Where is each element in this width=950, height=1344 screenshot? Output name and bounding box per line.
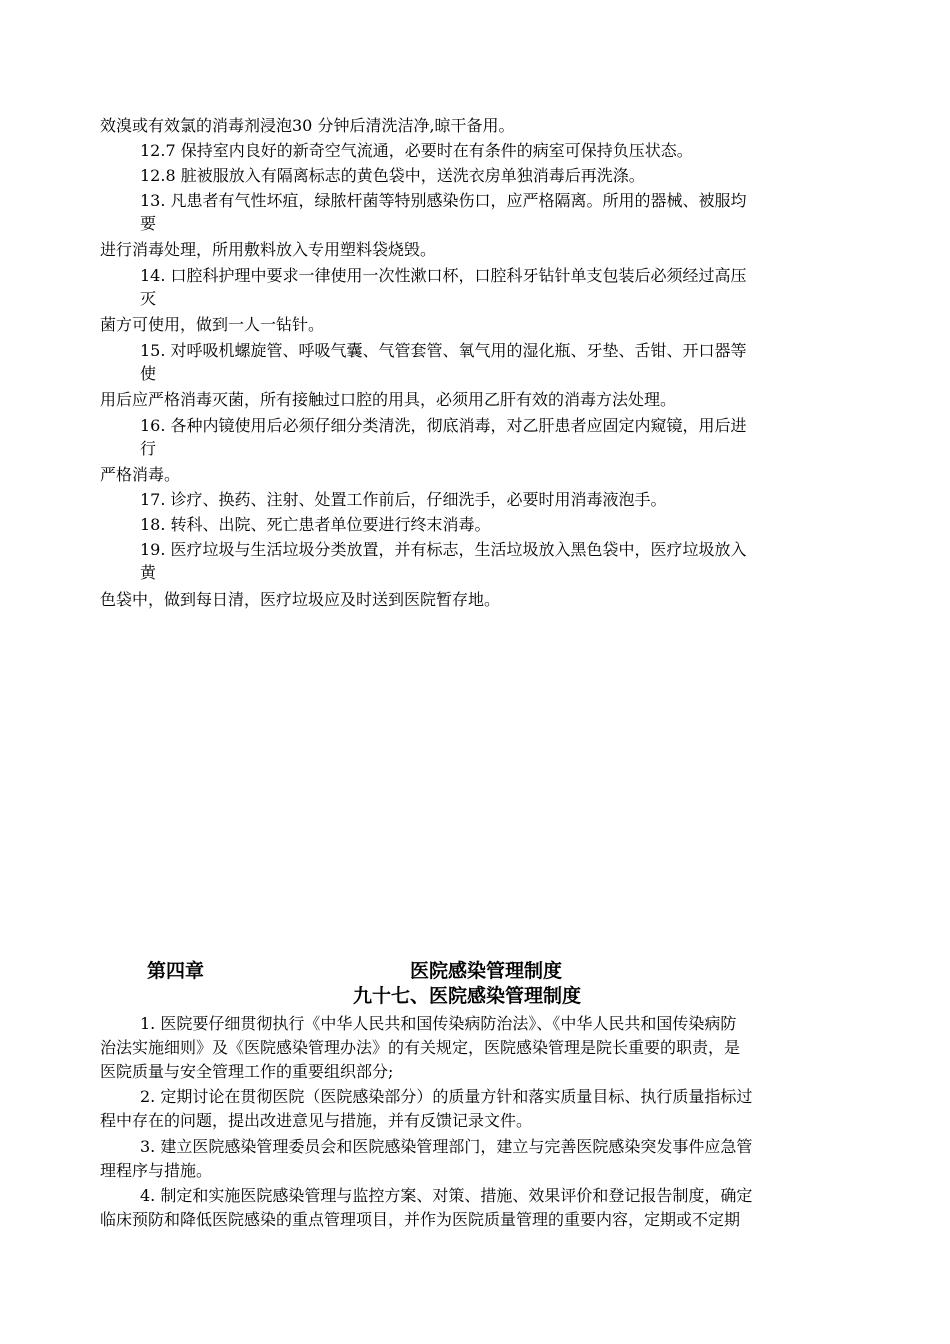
text-line: 13. 凡患者有气性坏疽，绿脓杆菌等特别感染伤口，应严格隔离。所用的器械、被服均 bbox=[140, 191, 747, 210]
text-line: 程中存在的问题，提出改进意见与措施，并有反馈记录文件。 bbox=[100, 1111, 533, 1130]
text-line: 要 bbox=[140, 214, 157, 233]
text-line: 1. 医院要仔细贯彻执行《中华人民共和国传染病防治法》、《中华人民共和国传染病防 bbox=[140, 1014, 737, 1033]
text-line: 3. 建立医院感染管理委员会和医院感染管理部门，建立与完善医院感染突发事件应急管 bbox=[140, 1137, 753, 1156]
text-line: 15. 对呼吸机螺旋管、呼吸气囊、气管套管、氧气用的湿化瓶、牙垫、舌钳、开口器等 bbox=[140, 341, 747, 360]
text-line: 黄 bbox=[140, 563, 157, 582]
text-line: 菌方可使用，做到一人一钻针。 bbox=[100, 315, 325, 334]
text-line: 进行消毒处理，所用敷料放入专用塑料袋烧毁。 bbox=[100, 240, 437, 259]
text-line: 19. 医疗垃圾与生活垃圾分类放置，并有标志，生活垃圾放入黑色袋中，医疗垃圾放入 bbox=[140, 540, 747, 559]
text-line: 严格消毒。 bbox=[100, 465, 181, 484]
text-line: 18. 转科、出院、死亡患者单位要进行终末消毒。 bbox=[140, 515, 491, 534]
text-line: 临床预防和降低医院感染的重点管理项目，并作为医院质量管理的重要内容，定期或不定期 bbox=[100, 1210, 741, 1229]
text-line: 医院质量与安全管理工作的重要组织部分; bbox=[100, 1062, 394, 1081]
text-line: 治法实施细则》及《医院感染管理办法》的有关规定，医院感染管理是院长重要的职责，是 bbox=[100, 1038, 741, 1057]
text-line: 4. 制定和实施医院感染管理与监控方案、对策、措施、效果评价和登记报告制度，确定 bbox=[140, 1186, 753, 1205]
text-line: 14. 口腔科护理中要求一律使用一次性漱口杯，口腔科牙钻针单支包装后必须经过高压 bbox=[140, 266, 747, 285]
text-line: 行 bbox=[140, 439, 157, 458]
text-line: 2. 定期讨论在贯彻医院（医院感染部分）的质量方针和落实质量目标、执行质量指标过 bbox=[140, 1087, 753, 1106]
text-line: 使 bbox=[140, 364, 157, 383]
text-line: 灭 bbox=[140, 289, 157, 308]
text-line: 12.8 脏被服放入有隔离标志的黄色袋中，送洗衣房单独消毒后再洗涤。 bbox=[140, 166, 645, 185]
text-line: 12.7 保持室内良好的新奇空气流通，必要时在有条件的病室可保持负压状态。 bbox=[140, 141, 693, 160]
text-line: 色袋中，做到每日清，医疗垃圾应及时送到医院暂存地。 bbox=[100, 590, 501, 609]
chapter-number: 第四章 bbox=[147, 960, 205, 982]
text-line: 16. 各种内镜使用后必须仔细分类清洗，彻底消毒，对乙肝患者应固定内窥镜，用后进 bbox=[140, 416, 747, 435]
text-line: 效溴或有效氯的消毒剂浸泡30 分钟后清洗洁净,晾干备用。 bbox=[100, 116, 515, 135]
text-line: 理程序与措施。 bbox=[100, 1161, 213, 1180]
text-line: 17. 诊疗、换药、注射、处置工作前后，仔细洗手，必要时用消毒液泡手。 bbox=[140, 490, 667, 509]
text-line: 用后应严格消毒灭菌，所有接触过口腔的用具，必须用乙肝有效的消毒方法处理。 bbox=[100, 390, 677, 409]
section-title: 九十七、医院感染管理制度 bbox=[353, 985, 582, 1007]
chapter-title: 医院感染管理制度 bbox=[410, 960, 563, 982]
